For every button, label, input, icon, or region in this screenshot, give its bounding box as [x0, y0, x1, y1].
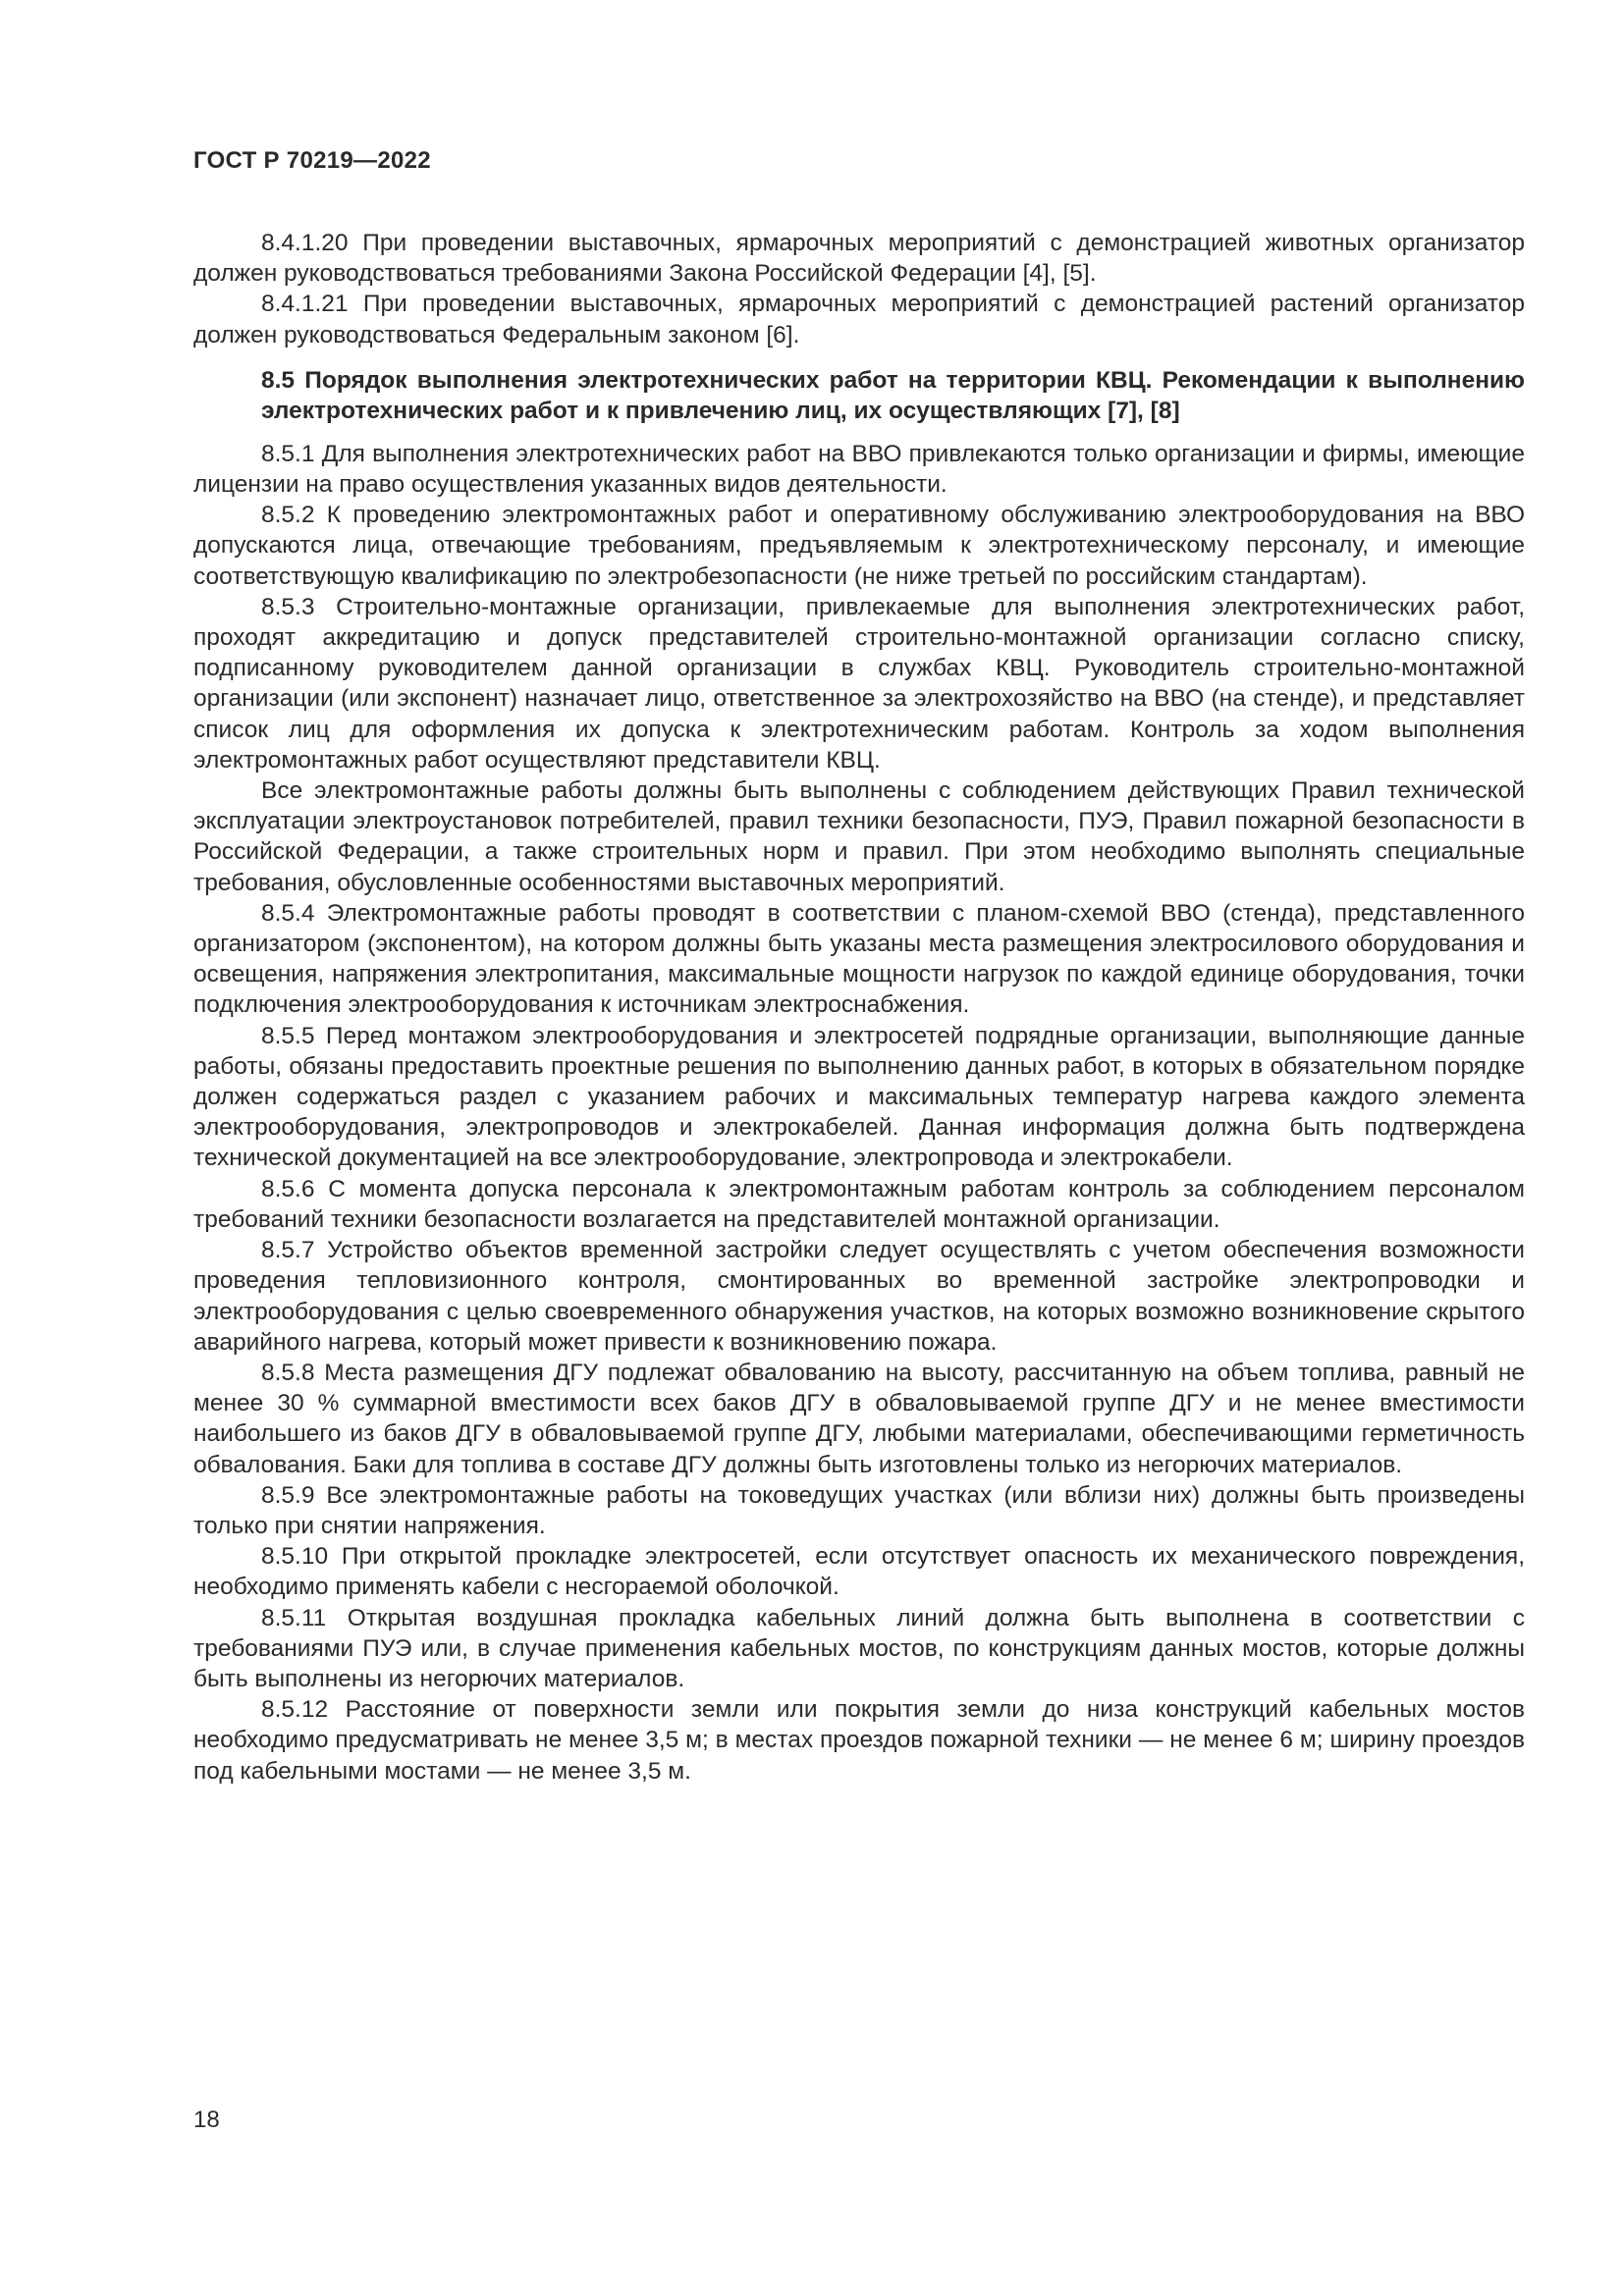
page-number: 18 [193, 2107, 220, 2133]
paragraph-8-5-10: 8.5.10 При открытой прокладке электросетей, если отсутствует опасность их механического повреждения, необходимо применять кабели с несгораемой оболочкой. [193, 1543, 1525, 1601]
paragraph-8-5-3-continued: Все электромонтажные работы должны быть выполнены с соблюдением действующих Правил технической эксплуатации электроустановок потребителей, правил техники безопасности, ПУЭ, Правил пожарной безопасности в Российской Федерации, а также строительных норм и правил. При этом необходимо выполнять специальные требования, обусловленные особенностями выставочных мероприятий. [193, 777, 1525, 896]
paragraph-8-4-1-21: 8.4.1.21 При проведении выставочных, ярмарочных мероприятий с демонстрацией растений организатор должен руководствоваться Федеральным законом [6]. [193, 291, 1525, 348]
paragraph-8-5-2: 8.5.2 К проведению электромонтажных работ и оперативному обслуживанию электрооборудования на ВВО допускаются лица, отвечающие требованиям, предъявляемым к электротехническому персоналу, и имеющие соответствующую квалификацию по электробезопасности (не ниже третьей по российским стандартам). [193, 502, 1525, 590]
paragraph-8-5-7: 8.5.7 Устройство объектов временной застройки следует осуществлять с учетом обеспечения возможности проведения тепловизионного контроля, смонтированных во временной застройке электропроводки и электрооборудования с целью своевременного обнаружения участков, на которых возможно возникновение скрытого аварийного нагрева, который может привести к возникновению пожара. [193, 1237, 1525, 1356]
paragraph-8-5-8: 8.5.8 Места размещения ДГУ подлежат обвалованию на высоту, рассчитанную на объем топлива, равный не менее 30 % суммарной вместимости всех баков ДГУ в обваловываемой группе ДГУ и не менее вместимости наибольшего из баков ДГУ в обваловываемой группе ДГУ, любыми материалами, обеспечивающими герметичность обвалования. Баки для топлива в составе ДГУ должны быть изготовлены только из негорючих материалов. [193, 1359, 1525, 1478]
paragraph-8-5-6: 8.5.6 С момента допуска персонала к электромонтажным работам контроль за соблюдением персоналом требований техники безопасности возлагается на представителей монтажной организации. [193, 1175, 1525, 1233]
paragraph-8-5-4: 8.5.4 Электромонтажные работы проводят в соответствии с планом-схемой ВВО (стенда), представленного организатором (экспонентом), на котором должны быть указаны места размещения электросилового оборудования и освещения, напряжения электропитания, максимальные мощности нагрузок по каждой единице оборудования, точки подключения электрооборудования к источникам электроснабжения. [193, 899, 1525, 1019]
paragraph-8-5-9: 8.5.9 Все электромонтажные работы на токоведущих участках (или вблизи них) должны быть произведены только при снятии напряжения. [193, 1481, 1525, 1539]
paragraph-8-5-1: 8.5.1 Для выполнения электротехнических работ на ВВО привлекаются только организации и фирмы, имеющие лицензии на право осуществления указанных видов деятельности. [193, 440, 1525, 499]
paragraph-8-5-5: 8.5.5 Перед монтажом электрооборудования и электросетей подрядные организации, выполняющие данные работы, обязаны предоставить проектные решения по выполнению данных работ, в которых в обязательном порядке должен содержаться раздел с указанием рабочих и максимальных температур нагрева каждого элемента электрооборудования, электропроводов и электрокабелей. Данная информация должна быть подтверждена технической документацией на все электрооборудование, электропровода и электрокабели. [193, 1022, 1525, 1172]
paragraph-8-5-3: 8.5.3 Строительно-монтажные организации, привлекаемые для выполнения электротехнических работ, проходят аккредитацию и допуск представителей строительно-монтажной организации согласно списку, подписанному руководителем данной организации в службах КВЦ. Руководитель строительно-монтажной организации (или экспонент) назначает лицо, ответственное за электрохозяйство на ВВО (на стенде), и представляет список лиц для оформления их допуска к электротехническим работам. Контроль за ходом выполнения электромонтажных работ осуществляют представители КВЦ. [193, 593, 1525, 774]
standard-header: ГОСТ Р 70219—2022 [193, 147, 431, 174]
paragraph-8-5-11: 8.5.11 Открытая воздушная прокладка кабельных линий должна быть выполнена в соответствии с требованиями ПУЭ или, в случае применения кабельных мостов, по конструкциям данных мостов, которые должны быть выполнены из негорючих материалов. [193, 1604, 1525, 1692]
paragraph-8-4-1-20: 8.4.1.20 При проведении выставочных, ярмарочных мероприятий с демонстрацией животных организатор должен руководствоваться требованиями Закона Российской Федерации [4], [5]. [193, 230, 1525, 288]
document-body [193, 228, 1525, 1787]
paragraph-8-5-12: 8.5.12 Расстояние от поверхности земли или покрытия земли до низа конструкций кабельных мостов необходимо предусматривать не менее 3,5 м; в местах проездов пожарной техники — не менее 6 м; ширину проездов под кабельными мостами — не менее 3,5 м. [193, 1696, 1525, 1785]
section-heading-8-5: 8.5 Порядок выполнения электротехнических работ на территории КВЦ. Рекомендации к выполнению электротехнических работ и к привлечению лиц, их осуществляющих [7], [8] [261, 366, 1525, 425]
